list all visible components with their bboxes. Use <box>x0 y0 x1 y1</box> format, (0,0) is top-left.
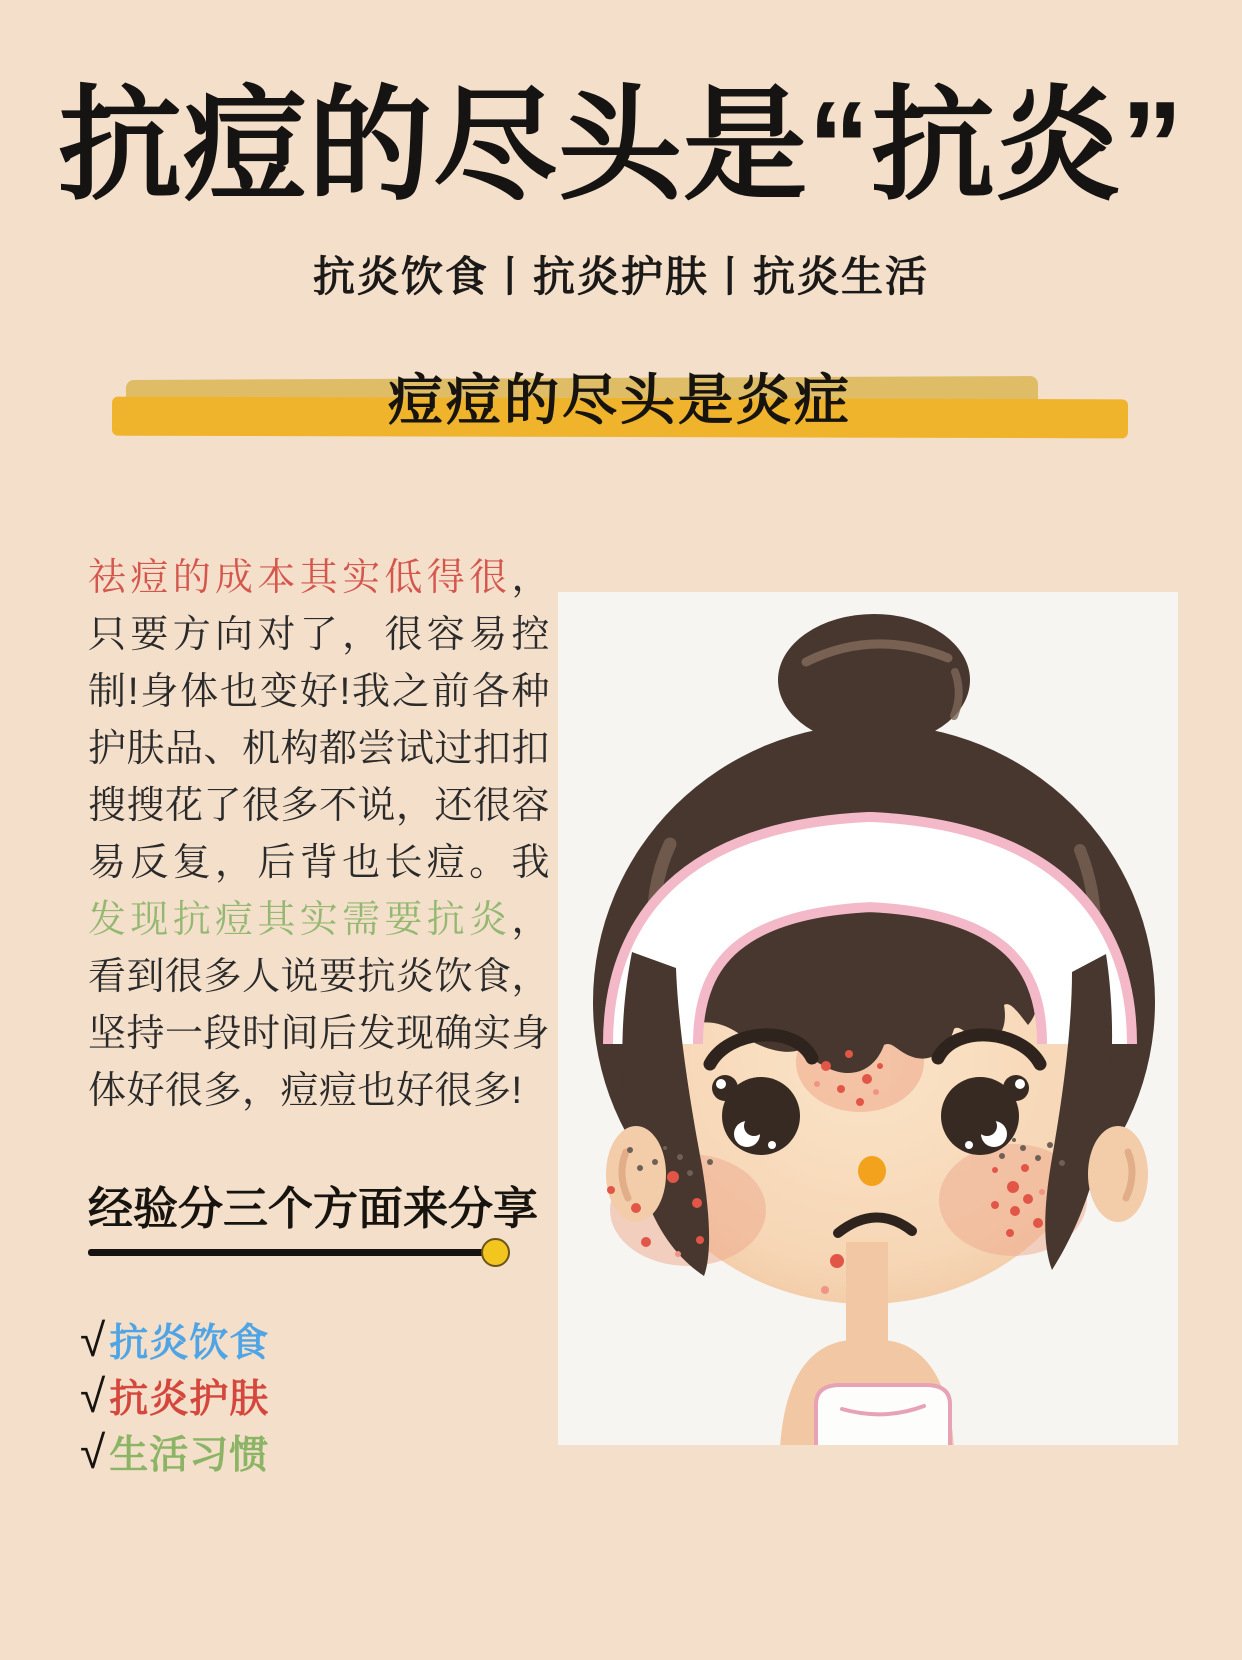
illustration-card <box>558 592 1178 1445</box>
checklist-item-label: 抗炎饮食 <box>109 1322 270 1365</box>
checkmark-icon: √ <box>80 1370 106 1422</box>
share-section-heading: 经验分三个方面来分享 <box>88 1183 539 1234</box>
checklist-item <box>80 1312 269 1368</box>
intro-segment: 发现抗痘其实需要抗炎 <box>88 899 512 941</box>
page-subtitle: 抗炎饮食丨抗炎护肤丨抗炎生活 <box>312 253 929 300</box>
checklist <box>80 1312 269 1480</box>
checkmark-icon: √ <box>80 1426 106 1478</box>
intro-segment: ，只要方向对了，很容易控制!身体也变好!我之前各种护肤品、机构都尝试过扣扣搜搜花了很多不说，还很容易反复，后背也长痘。我 <box>88 557 551 884</box>
divider-dot <box>481 1238 510 1267</box>
nose-icon <box>858 1156 886 1186</box>
page-title: 抗痘的尽头是“抗炎” <box>57 77 1184 215</box>
checklist-item-label: 生活习惯 <box>109 1434 270 1477</box>
intro-segment: 祛痘的成本其实低得很 <box>88 557 512 599</box>
checkmark-icon: √ <box>80 1314 106 1366</box>
divider-line <box>88 1249 488 1256</box>
intro-paragraph <box>88 550 550 1120</box>
intro-segment: ，看到很多人说要抗炎饮食，坚持一段时间后发现确实身体好很多，痘痘也好很多! <box>88 899 551 1112</box>
checklist-item-label: 抗炎护肤 <box>109 1378 270 1421</box>
checklist-item <box>80 1368 269 1424</box>
banner-text: 痘痘的尽头是炎症 <box>387 369 852 431</box>
towel-wrap-icon <box>816 1385 950 1445</box>
girl-illustration <box>558 592 1178 1445</box>
highlight-banner <box>112 356 1128 440</box>
checklist-item <box>80 1424 269 1480</box>
